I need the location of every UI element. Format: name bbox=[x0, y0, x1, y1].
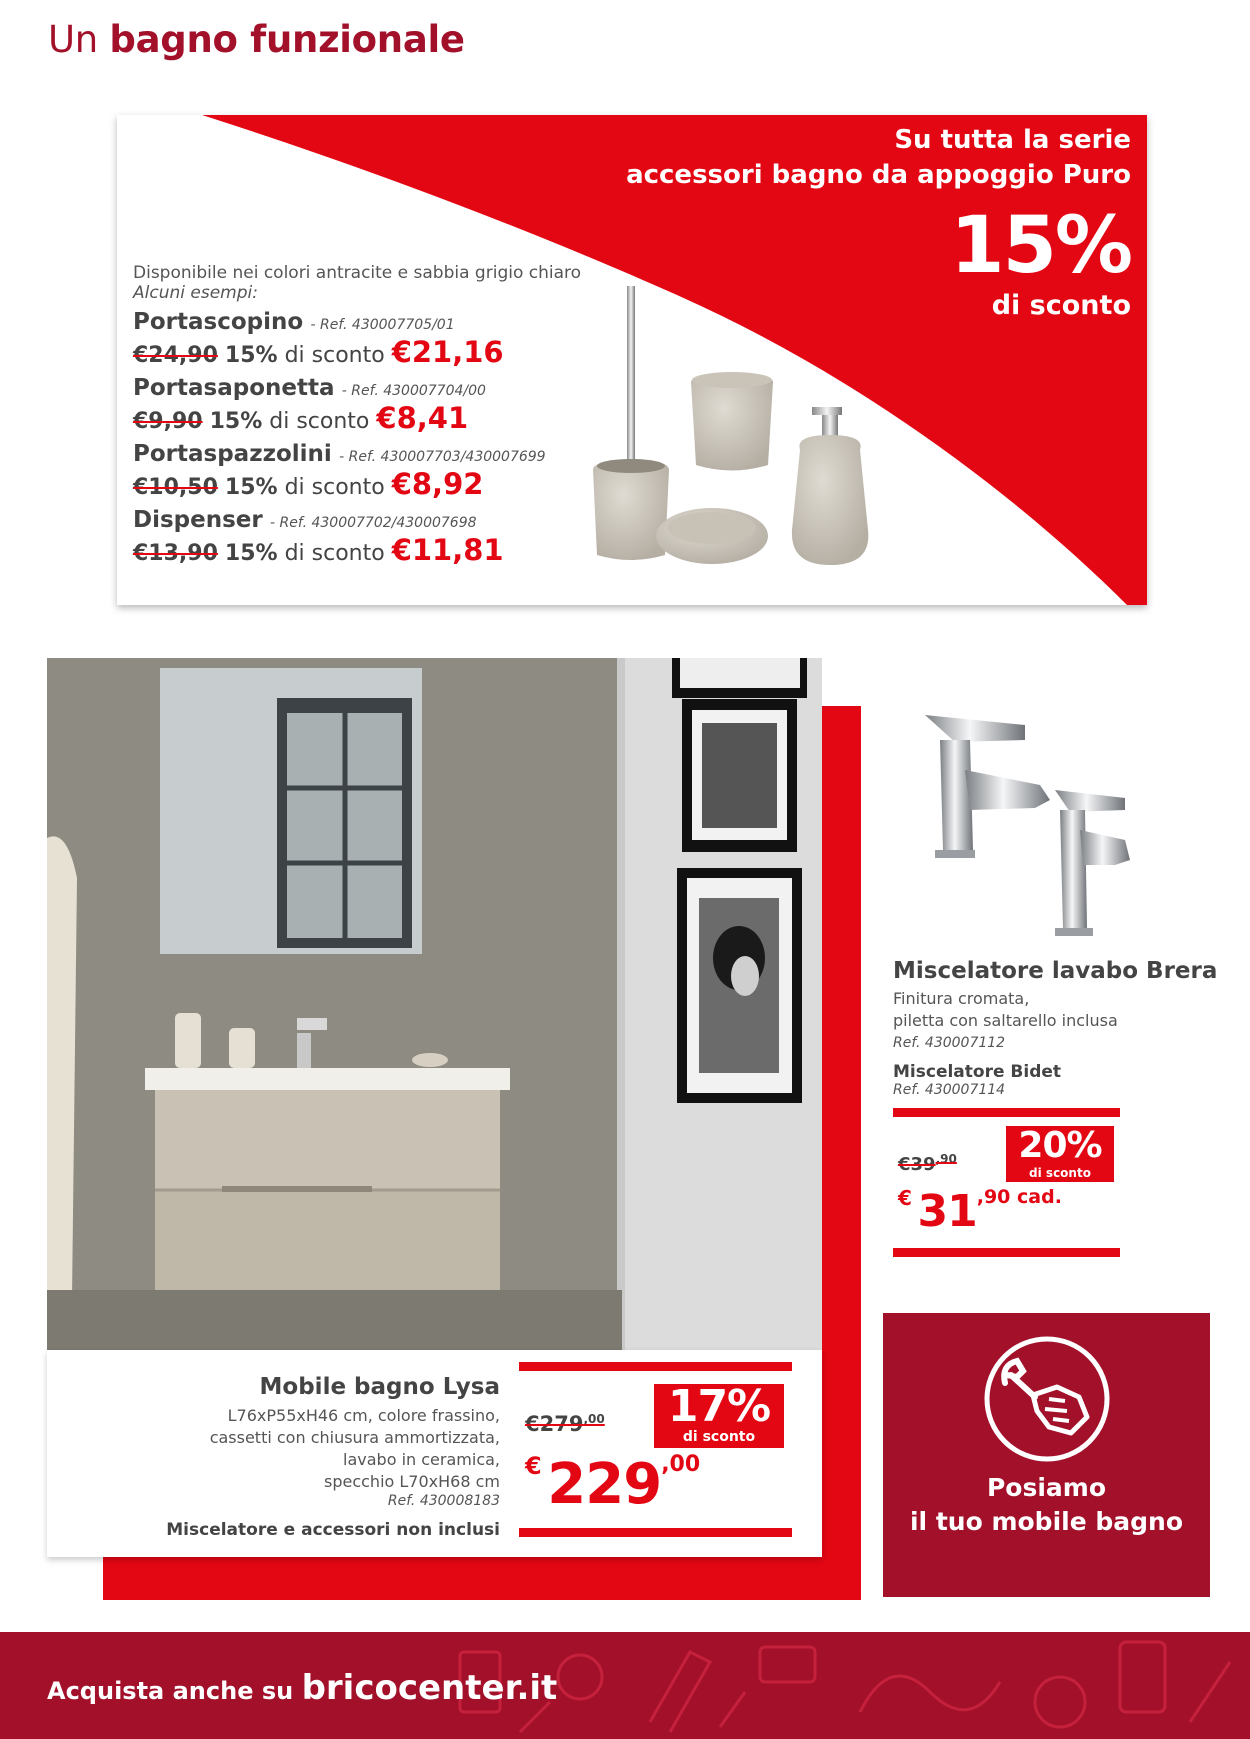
item-new-price: €8,92 bbox=[391, 467, 484, 501]
list-item bbox=[133, 375, 613, 401]
examples-label: Alcuni esempi: bbox=[133, 283, 258, 303]
price-integer: 229 bbox=[547, 1452, 662, 1517]
service-line1: Posiamo bbox=[986, 1473, 1107, 1502]
item-price-line bbox=[133, 467, 613, 501]
final-price bbox=[525, 1452, 700, 1517]
discount-label: di sconto bbox=[682, 1429, 756, 1445]
bidet-ref: Ref. 430007114 bbox=[893, 1082, 1006, 1098]
item-pct: 15% bbox=[224, 343, 278, 368]
item-new-price: €21,16 bbox=[391, 335, 504, 369]
list-item bbox=[133, 507, 613, 533]
currency: € bbox=[525, 1452, 542, 1480]
old-price-cents: ,90 bbox=[935, 1152, 957, 1166]
faucet-old-price bbox=[898, 1152, 957, 1175]
faucet-description bbox=[893, 988, 1118, 1054]
description-line: cassetti con chiusura ammortizzata, bbox=[209, 1428, 500, 1447]
price-bar-top bbox=[519, 1362, 792, 1371]
footer-text bbox=[47, 1668, 557, 1708]
item-price-line bbox=[133, 533, 613, 567]
item-name: Portascopino bbox=[133, 309, 304, 335]
availability-text: Disponibile nei colori antracite e sabbia grigio chiaro bbox=[133, 263, 582, 283]
description-line: Finitura cromata, bbox=[893, 989, 1030, 1008]
item-price-line bbox=[133, 335, 613, 369]
discount-value: 20% bbox=[1018, 1125, 1102, 1166]
page-title-prefix: Un bbox=[48, 18, 98, 61]
promo-headline-line1: Su tutta la serie bbox=[894, 125, 1131, 155]
faucet-final-price bbox=[898, 1186, 1062, 1237]
page-title bbox=[48, 18, 465, 61]
item-ref: - Ref. 430007704/00 bbox=[341, 383, 486, 399]
description-line: piletta con saltarello inclusa bbox=[893, 1011, 1118, 1030]
old-price-cents: ,00 bbox=[583, 1412, 605, 1426]
list-item bbox=[133, 309, 613, 335]
promo-headline-line2: accessori bagno da appoggio Puro bbox=[626, 160, 1131, 190]
bidet-name: Miscelatore Bidet bbox=[893, 1062, 1062, 1082]
promo-discount-label: di sconto bbox=[991, 290, 1131, 321]
footer bbox=[0, 1632, 1250, 1739]
lysa-product-card bbox=[47, 1350, 822, 1557]
faucet-discount-badge bbox=[1006, 1126, 1114, 1182]
price-cents: ,00 bbox=[661, 1452, 701, 1477]
item-pct: 15% bbox=[209, 409, 263, 434]
old-price bbox=[525, 1412, 605, 1436]
item-name: Dispenser bbox=[133, 507, 263, 533]
faucet-ref: Ref. 430007112 bbox=[893, 1035, 1006, 1051]
item-ref: - Ref. 430007705/01 bbox=[310, 317, 455, 333]
old-price-value: €39 bbox=[898, 1154, 936, 1175]
service-text bbox=[883, 1471, 1210, 1539]
bath-accessories-image bbox=[590, 280, 890, 570]
service-line2: il tuo mobile bagno bbox=[909, 1507, 1184, 1536]
discount-label: di sconto bbox=[1029, 1166, 1091, 1180]
list-item bbox=[133, 441, 613, 467]
price-integer: 31 bbox=[917, 1186, 977, 1237]
item-ref: - Ref. 430007703/430007699 bbox=[339, 449, 546, 465]
price-cents: ,90 cad. bbox=[976, 1186, 1062, 1208]
discount-badge bbox=[654, 1381, 784, 1448]
promo-item-list bbox=[133, 263, 613, 567]
description-line: specchio L70xH68 cm bbox=[324, 1472, 500, 1491]
item-old-price: €10,50 bbox=[133, 475, 218, 500]
item-name: Portaspazzolini bbox=[133, 441, 332, 467]
product-name: Mobile bagno Lysa bbox=[259, 1374, 500, 1400]
footer-prefix: Acquista anche su bbox=[47, 1677, 294, 1705]
faucets-image bbox=[915, 700, 1165, 940]
item-pct-label: di sconto bbox=[269, 409, 370, 434]
item-pct: 15% bbox=[224, 475, 278, 500]
old-price-value: €279 bbox=[525, 1412, 584, 1436]
item-ref: - Ref. 430007702/430007698 bbox=[270, 515, 477, 531]
promo-discount: 15% bbox=[950, 201, 1131, 291]
item-old-price: €13,90 bbox=[133, 541, 218, 566]
installation-service-box bbox=[883, 1313, 1210, 1597]
product-note: Miscelatore e accessori non inclusi bbox=[166, 1520, 500, 1540]
bathroom-cabinet-photo bbox=[47, 658, 822, 1350]
item-new-price: €8,41 bbox=[376, 401, 469, 435]
item-old-price: €9,90 bbox=[133, 409, 203, 434]
faucet-bar-top bbox=[893, 1108, 1120, 1117]
description-line: lavabo in ceramica, bbox=[343, 1450, 500, 1469]
faucet-product-name: Miscelatore lavabo Brera bbox=[893, 958, 1218, 984]
currency: € bbox=[898, 1186, 912, 1210]
item-pct-label: di sconto bbox=[284, 343, 385, 368]
hand-wrench-icon bbox=[983, 1335, 1111, 1463]
promo-headline bbox=[626, 123, 1131, 193]
product-description bbox=[210, 1405, 500, 1493]
footer-site-link[interactable]: bricocenter.it bbox=[301, 1668, 558, 1708]
description-line: L76xP55xH46 cm, colore frassino, bbox=[227, 1406, 500, 1425]
bidet-product bbox=[893, 1062, 1061, 1098]
discount-value: 17% bbox=[667, 1381, 771, 1432]
product-ref: Ref. 430008183 bbox=[387, 1493, 500, 1509]
item-name: Portasaponetta bbox=[133, 375, 335, 401]
item-price-line bbox=[133, 401, 613, 435]
item-pct-label: di sconto bbox=[284, 541, 385, 566]
faucet-bar-bottom bbox=[893, 1248, 1120, 1257]
page-title-bold: bagno funzionale bbox=[109, 18, 465, 61]
price-bar-bottom bbox=[519, 1528, 792, 1537]
item-pct: 15% bbox=[224, 541, 278, 566]
item-new-price: €11,81 bbox=[391, 533, 504, 567]
item-old-price: €24,90 bbox=[133, 343, 218, 368]
item-pct-label: di sconto bbox=[284, 475, 385, 500]
